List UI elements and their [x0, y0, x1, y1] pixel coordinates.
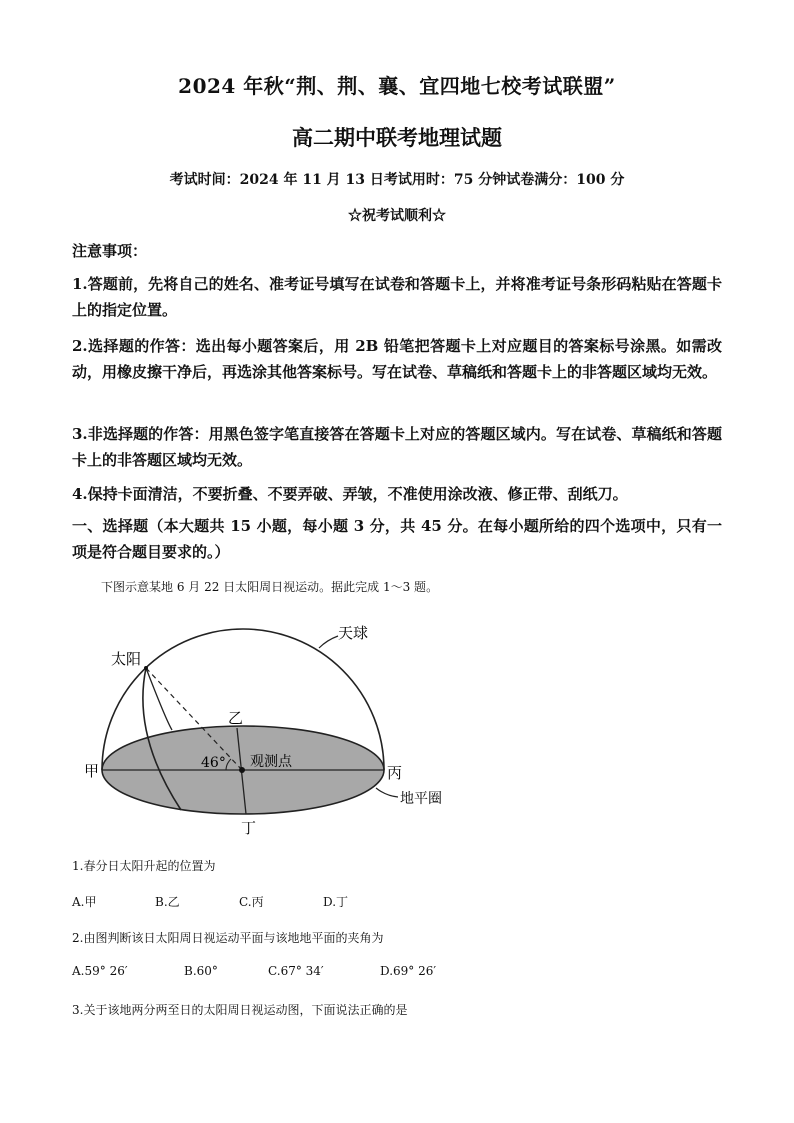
question-1-option-b: B.乙 [155, 895, 180, 909]
question-2-option-b: B.60° [184, 964, 218, 978]
label-ding: 丁 [241, 819, 257, 837]
observer-point [239, 767, 245, 773]
question-3-stem: 3.关于该地两分两至日的太阳周日视运动图，下面说法正确的是 [72, 1003, 408, 1017]
question-1-stem: 1.春分日太阳升起的位置为 [72, 859, 216, 873]
label-observer: 观测点 [250, 754, 292, 770]
question-2-option-c: C.67° 34′ [268, 964, 324, 978]
notice-item-4: 4.保持卡面清洁，不要折叠、不要弄破、弄皱，不准使用涂改液、修正带、刮纸刀。 [72, 485, 628, 503]
notice-item-2: 2.选择题的作答：选出每小题答案后，用 2B 铅笔把答题卡上对应题目的答案标号涂黑。如需改动，用橡皮擦干净后，再选涂其他答案标号。写在试卷、草稿纸和答题卡上的非答题区域均无效。 [72, 337, 722, 381]
section-heading: 一、选择题（本大题共 15 小题，每小题 3 分，共 45 分。在每小题所给的四个选项中，只有一项是符合题目要求的。） [72, 517, 722, 561]
exam-subject-title: 高二期中联考地理试题 [292, 125, 502, 150]
question-1-option-c: C.丙 [239, 895, 264, 909]
notice-item-3: 3.非选择题的作答：用黑色签字笔直接答在答题卡上对应的答题区域内。写在试卷、草稿纸和答题卡上的非答题区域均无效。 [72, 425, 722, 469]
exam-union-title: 2024 年秋“荆、荆、襄、宜四地七校考试联盟” [178, 74, 616, 98]
question-2-option-d: D.69° 26′ [380, 964, 437, 978]
sun-path-inner [146, 668, 172, 730]
label-horizon: 地平圈 [400, 791, 442, 807]
sun-point [144, 666, 148, 670]
notice-heading: 注意事项： [72, 242, 148, 260]
label-yi: 乙 [228, 709, 244, 727]
label-sun: 太阳 [111, 650, 142, 668]
sun-diurnal-motion-figure [0, 600, 794, 850]
label-celestial-sphere: 天球 [338, 624, 369, 642]
label-jia: 甲 [84, 762, 100, 780]
label-bing: 丙 [387, 764, 403, 782]
figure-intro: 下图示意某地 6 月 22 日太阳周日视运动。据此完成 1～3 题。 [101, 580, 439, 594]
question-1-option-d: D.丁 [323, 895, 349, 909]
good-luck-line: ☆祝考试顺利☆ [348, 208, 446, 224]
celestial-sphere-pointer [319, 636, 338, 648]
notice-item-1: 1.答题前，先将自己的姓名、准考证号填写在试卷和答题卡上，并将准考证号条形码粘贴在答题卡上的指定位置。 [72, 275, 722, 319]
label-angle: 46° [201, 755, 226, 771]
question-1-option-a: A.甲 [72, 895, 97, 909]
exam-info: 考试时间：2024 年 11 月 13 日考试用时：75 分钟试卷满分：100 分 [169, 172, 625, 188]
question-2-option-a: A.59° 26′ [72, 964, 128, 978]
question-2-stem: 2.由图判断该日太阳周日视运动平面与该地地平面的夹角为 [72, 931, 384, 945]
horizon-pointer [376, 788, 398, 797]
